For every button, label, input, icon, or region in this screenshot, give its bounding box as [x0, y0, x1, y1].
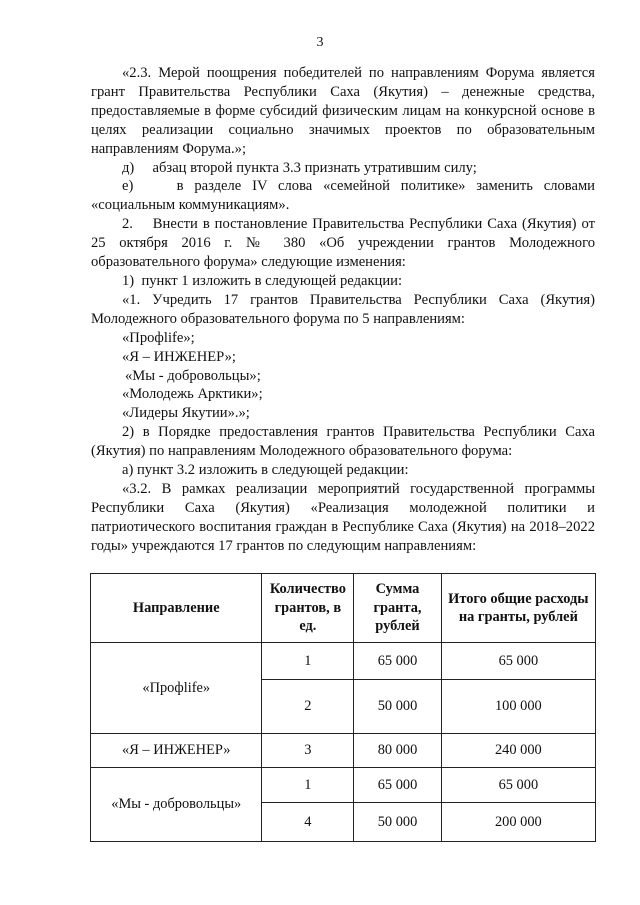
- paragraph-grants: «1. Учредить 17 грантов Правительства Республики Саха (Якутия) Молодежного образовательного форума по 5 направлениям:: [91, 291, 595, 327]
- grants-table: [90, 573, 596, 842]
- cell-total: 240 000: [441, 734, 595, 768]
- page-number: 3: [316, 35, 324, 50]
- cell-count: 3: [262, 734, 354, 768]
- list-item: «Молодежь Арктики»;: [122, 386, 263, 403]
- list-item: «Мы - добровольцы»;: [125, 367, 261, 384]
- cell-count: 4: [262, 803, 354, 842]
- paragraph-d: д) абзац второй пункта 3.3 признать утратившим силу;: [122, 159, 477, 176]
- cell-direction: «Мы - добровольцы»: [91, 768, 262, 842]
- cell-direction: «Профlife»: [91, 643, 262, 734]
- list-item: «Я – ИНЖЕНЕР»;: [122, 348, 236, 365]
- cell-count: 2: [262, 680, 354, 734]
- header-total: Итого общие расходы на гранты, рублей: [441, 574, 595, 643]
- cell-count: 1: [262, 643, 354, 680]
- paragraph-e: е) в разделе IV слова «семейной политике» заменить словами «социальным коммуникациям».: [91, 178, 595, 214]
- paragraph-2-3: «2.3. Мерой поощрения победителей по направлениям Форума является грант Правительства Республики Саха (Якутия) – денежные средства, предоставляемые в форме субсидий физическим лицам на конкурсной основе в целях реализации социально значимых проектов по образовательным направлениям Форума.»;: [91, 65, 595, 157]
- cell-direction: «Я – ИНЖЕНЕР»: [91, 734, 262, 768]
- header-direction: Направление: [91, 574, 262, 643]
- cell-sum: 65 000: [354, 643, 441, 680]
- cell-total: 200 000: [441, 803, 595, 842]
- paragraph-order: 2) в Порядке предоставления грантов Правительства Республики Саха (Якутия) по направлениям Молодежного образовательного форума:: [91, 424, 595, 460]
- cell-sum: 65 000: [354, 768, 441, 803]
- paragraph-3-2: «3.2. В рамках реализации мероприятий государственной программы Республики Саха (Якутия) «Реализация молодежной политики и патриотического воспитания граждан в Республике Саха (Якутия) на 2018–2022 годы» учреждаются 17 грантов по следующим направлениям:: [91, 480, 595, 554]
- cell-sum: 80 000: [354, 734, 441, 768]
- paragraph-a: а) пункт 3.2 изложить в следующей редакции:: [122, 462, 409, 479]
- document-body: [91, 64, 595, 556]
- cell-total: 65 000: [441, 768, 595, 803]
- cell-sum: 50 000: [354, 680, 441, 734]
- table-row: [91, 734, 596, 768]
- paragraph-1-item: 1) пункт 1 изложить в следующей редакции:: [122, 272, 403, 289]
- cell-total: 100 000: [441, 680, 595, 734]
- cell-total: 65 000: [441, 643, 595, 680]
- cell-sum: 50 000: [354, 803, 441, 842]
- list-item: «Лидеры Якутии».»;: [122, 405, 250, 422]
- table-header-row: [91, 574, 596, 643]
- table-row: [91, 768, 596, 803]
- list-item: «Профlife»;: [122, 329, 195, 346]
- header-count: Количество грантов, в ед.: [262, 574, 354, 643]
- cell-count: 1: [262, 768, 354, 803]
- header-sum: Сумма гранта, рублей: [354, 574, 441, 643]
- paragraph-2: 2. Внести в постановление Правительства Республики Саха (Якутия) от 25 октября 2016 г. № 380 «Об учреждении грантов Молодежного образовательного форума» следующие изменения:: [91, 216, 595, 271]
- table-row: [91, 643, 596, 680]
